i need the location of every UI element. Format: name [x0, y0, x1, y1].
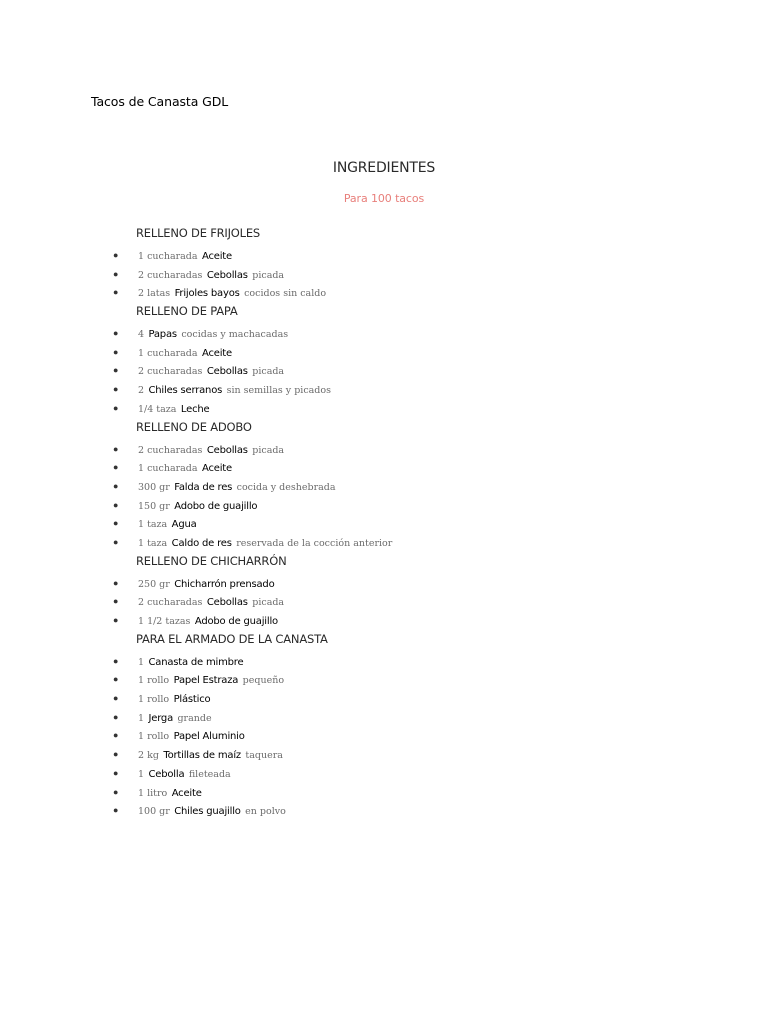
ingredient-quantity: 4 [138, 329, 145, 341]
ingredient-name: Chiles serranos [148, 385, 223, 397]
ingredient-item [0, 592, 768, 611]
ingredient-note: taquera [245, 750, 283, 762]
ingredient-item [0, 361, 768, 380]
ingredient-item [0, 440, 768, 459]
ingredient-name: Cebollas [206, 597, 248, 609]
ingredients-heading: INGREDIENTES [332, 160, 436, 176]
ingredient-name: Aceite [202, 463, 232, 475]
ingredient-item [0, 801, 768, 820]
ingredient-item [0, 533, 768, 552]
ingredient-item [0, 574, 768, 593]
ingredient-item [0, 745, 768, 764]
ingredient-list [0, 246, 768, 302]
ingredient-quantity: 1 [138, 656, 145, 668]
ingredient-list [0, 652, 768, 820]
ingredient-note: en polvo [245, 806, 286, 818]
section-armado [0, 630, 768, 820]
ingredient-note: cocidas y machacadas [181, 329, 289, 341]
bullet-icon: ● [113, 480, 119, 491]
bullet-icon: ● [113, 536, 119, 547]
ingredient-item [0, 652, 768, 671]
ingredient-note: reservada de la cocción anterior [236, 537, 393, 549]
ingredient-item [0, 477, 768, 496]
bullet-icon: ● [113, 250, 119, 260]
ingredient-name: Canasta de mimbre [148, 656, 244, 668]
section-title: RELLENO DE CHICHARRÓN [136, 553, 287, 568]
ingredient-name: Cebolla [148, 768, 185, 780]
bullet-icon: ● [113, 749, 119, 760]
ingredient-quantity: 1 cucharada [138, 347, 198, 359]
bullet-icon: ● [113, 596, 119, 607]
ingredient-item [0, 246, 768, 265]
ingredient-quantity: 1 taza [138, 519, 168, 531]
ingredient-name: Adobo de guajillo [194, 616, 278, 627]
ingredient-name: Aceite [202, 347, 232, 359]
ingredient-quantity: 150 gr [138, 500, 170, 512]
ingredient-quantity: 1 litro [138, 787, 168, 799]
ingredient-note: cocidos sin caldo [244, 288, 327, 300]
ingredient-name: Adobo de guajillo [174, 500, 258, 512]
ingredient-quantity: 1 taza [138, 537, 168, 549]
ingredient-quantity: 1 rollo [138, 731, 170, 743]
ingredient-item [0, 343, 768, 362]
ingredient-quantity: 1 [138, 768, 145, 780]
section-adobo [0, 418, 768, 552]
bullet-icon: ● [113, 767, 119, 778]
bullet-icon: ● [113, 615, 119, 625]
ingredient-quantity: 2 cucharadas [138, 269, 203, 281]
ingredient-name: Cebollas [206, 269, 248, 281]
ingredient-item [0, 324, 768, 343]
bullet-icon: ● [113, 499, 119, 510]
ingredient-name: Cebollas [206, 444, 248, 456]
bullet-icon: ● [113, 786, 119, 797]
ingredient-quantity: 1 rollo [138, 675, 170, 687]
ingredient-note: picada [252, 597, 285, 609]
ingredient-name: Plástico [173, 694, 211, 706]
bullet-icon: ● [113, 805, 119, 816]
ingredient-item [0, 514, 768, 533]
ingredient-quantity: 1 1/2 tazas [138, 616, 191, 627]
bullet-icon: ● [113, 402, 119, 413]
ingredient-name: Caldo de res [171, 537, 232, 549]
ingredient-list [0, 440, 768, 552]
bullet-icon: ● [113, 462, 119, 473]
ingredient-quantity: 2 cucharadas [138, 597, 203, 609]
ingredient-name: Cebollas [206, 366, 248, 378]
ingredient-name: Frijoles bayos [174, 288, 240, 300]
ingredient-item [0, 689, 768, 708]
section-chicharron [0, 552, 768, 630]
section-papa [0, 302, 768, 417]
ingredient-name: Leche [180, 403, 210, 415]
bullet-icon: ● [113, 443, 119, 454]
servings-subheading: Para 100 tacos [343, 192, 425, 205]
ingredient-note: fileteada [188, 768, 231, 780]
ingredient-name: Aceite [202, 251, 232, 262]
ingredient-quantity: 300 gr [138, 481, 170, 493]
ingredient-quantity: 1 rollo [138, 694, 170, 706]
bullet-icon: ● [113, 518, 119, 529]
ingredient-quantity: 250 gr [138, 578, 170, 590]
ingredient-name: Tortillas de maíz [163, 750, 241, 762]
section-frijoles [0, 224, 768, 302]
bullet-icon: ● [113, 346, 119, 357]
document-title: Tacos de Canasta GDL [91, 94, 229, 109]
ingredient-name: Falda de res [174, 481, 233, 493]
ingredient-item [0, 380, 768, 399]
ingredient-item [0, 496, 768, 515]
ingredient-item [0, 399, 768, 418]
ingredient-quantity: 2 kg [138, 750, 159, 762]
ingredient-item [0, 611, 768, 630]
section-title: RELLENO DE ADOBO [136, 419, 252, 434]
ingredient-name: Papel Aluminio [173, 731, 245, 743]
ingredient-item [0, 458, 768, 477]
ingredient-quantity: 2 cucharadas [138, 444, 203, 456]
section-title: RELLENO DE PAPA [136, 304, 238, 319]
ingredient-item [0, 265, 768, 284]
ingredient-note: cocida y deshebrada [236, 481, 336, 493]
ingredient-note: pequeño [242, 675, 285, 687]
ingredient-note: picada [252, 269, 285, 281]
ingredient-name: Jerga [148, 712, 174, 724]
ingredient-note: picada [252, 444, 285, 456]
bullet-icon: ● [113, 655, 119, 666]
ingredient-item [0, 670, 768, 689]
ingredient-name: Papel Estraza [173, 675, 239, 687]
section-title: PARA EL ARMADO DE LA CANASTA [136, 631, 328, 646]
ingredient-item [0, 708, 768, 727]
ingredients-content [0, 224, 768, 820]
ingredient-list [0, 574, 768, 630]
ingredient-note: grande [177, 712, 212, 724]
ingredient-list [0, 324, 768, 417]
ingredient-item [0, 283, 768, 302]
ingredient-quantity: 1 cucharada [138, 463, 198, 475]
bullet-icon: ● [113, 693, 119, 704]
bullet-icon: ● [113, 674, 119, 685]
ingredient-note: sin semillas y picados [226, 385, 331, 397]
ingredient-item [0, 764, 768, 783]
ingredient-item [0, 726, 768, 745]
ingredient-quantity: 2 [138, 385, 145, 397]
bullet-icon: ● [113, 730, 119, 741]
section-title: RELLENO DE FRIJOLES [136, 226, 261, 240]
bullet-icon: ● [113, 365, 119, 376]
ingredient-item [0, 783, 768, 802]
bullet-icon: ● [113, 711, 119, 722]
ingredient-note: picada [252, 366, 285, 378]
bullet-icon: ● [113, 384, 119, 395]
ingredient-quantity: 100 gr [138, 806, 170, 818]
ingredient-name: Chicharrón prensado [174, 578, 275, 590]
ingredient-name: Papas [148, 329, 177, 341]
ingredient-quantity: 2 latas [138, 288, 171, 300]
ingredient-name: Chiles guajillo [174, 806, 241, 818]
bullet-icon: ● [113, 328, 119, 339]
bullet-icon: ● [113, 287, 119, 298]
ingredient-quantity: 1/4 taza [138, 403, 177, 415]
ingredient-name: Aceite [171, 787, 202, 799]
ingredient-quantity: 2 cucharadas [138, 366, 203, 378]
ingredient-name: Agua [171, 519, 197, 531]
bullet-icon: ● [113, 577, 119, 588]
ingredient-quantity: 1 [138, 712, 145, 724]
bullet-icon: ● [113, 268, 119, 279]
ingredient-quantity: 1 cucharada [138, 251, 198, 262]
